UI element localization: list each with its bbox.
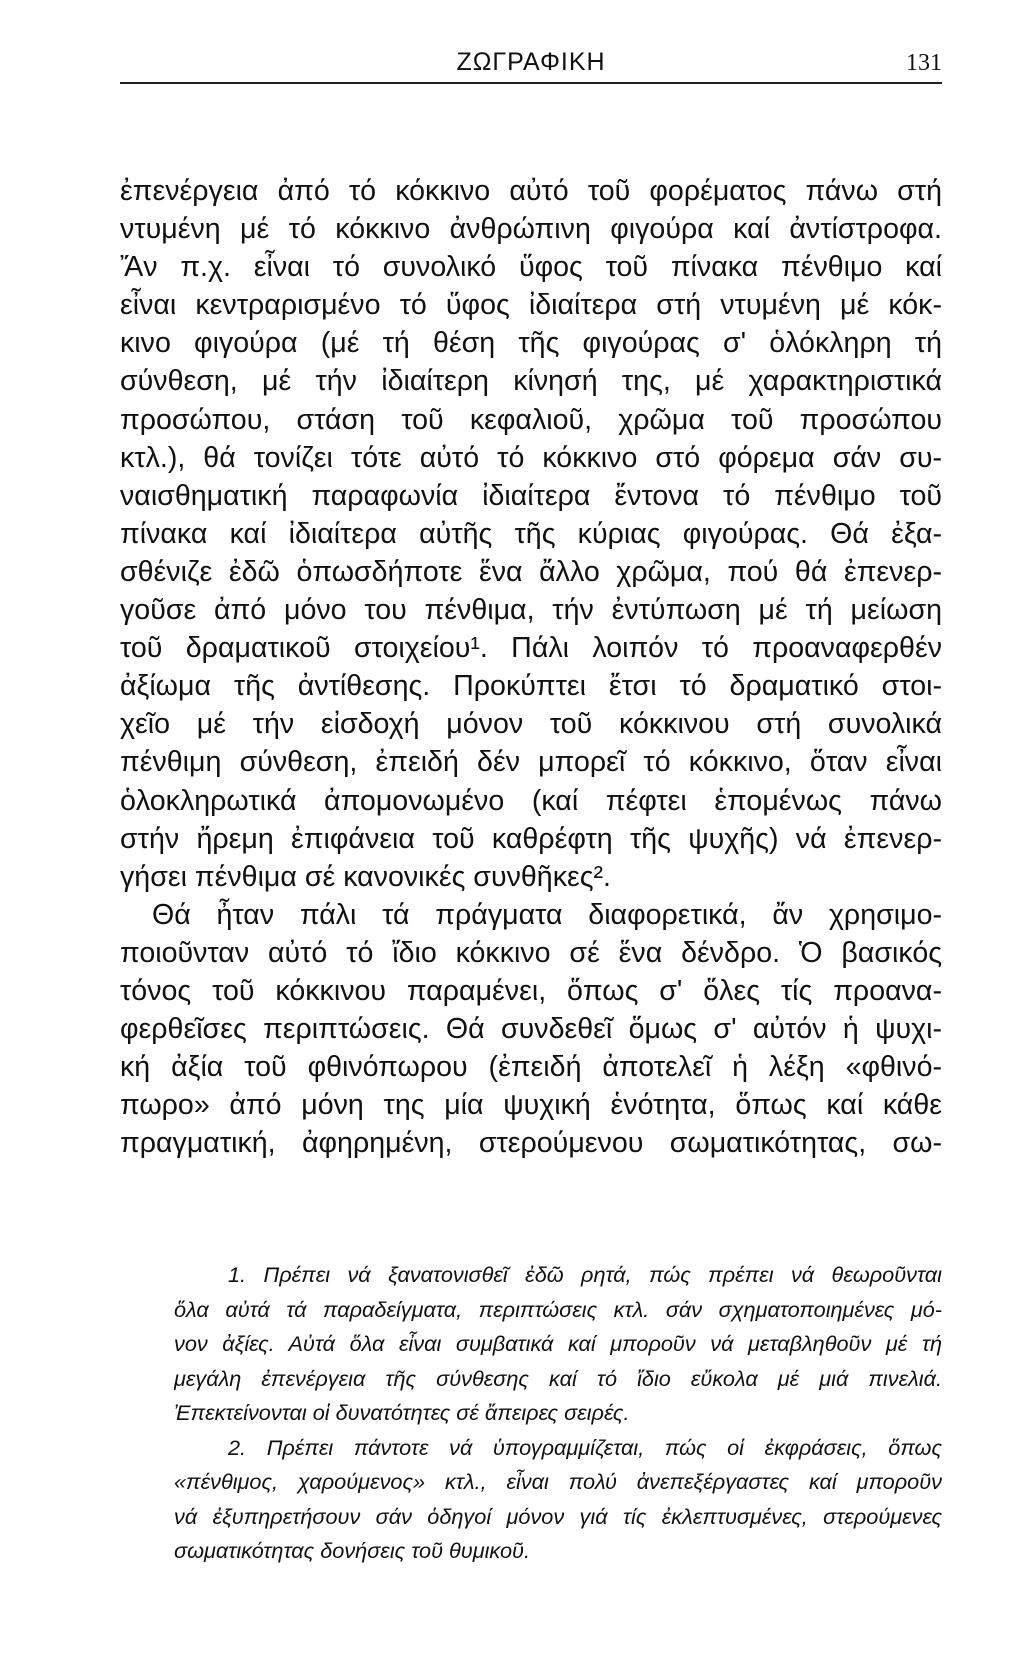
text-line: τόνος τοῦ κόκκινου παραμένει, ὅπως σ' ὅλες τίς προανα- [120, 974, 942, 1007]
footnote-line: νον ἀξίες. Αὐτά ὅλα εἶναι συμβατικά καί μποροῦν νά μεταβληθοῦν μέ τή [174, 1331, 942, 1356]
footnote-line: 1. Πρέπει νά ξανατονισθεῖ ἐδῶ ρητά, πώς πρέπει νά θεωροῦνται [228, 1262, 942, 1287]
text-line: προσώπου, στάση τοῦ κεφαλιοῦ, χρῶμα τοῦ προσώπου [120, 403, 942, 436]
text-line: γοῦσε ἀπό μόνο του πένθιμα, τήν ἐντύπωση μέ τή μείωση [120, 594, 942, 627]
footnote-line: Ἐπεκτείνονται οἱ δυνατότητες σέ ἄπειρες σειρές. [174, 1400, 630, 1425]
text-line: γήσει πένθιμα σέ κανονικές συνθῆκες². [120, 860, 611, 893]
text-line: κινο φιγούρα (μέ τή θέση τῆς φιγούρας σ' ὁλόκληρη τή [120, 327, 942, 360]
text-line: ὁλοκληρωτικά ἀπομονωμένο (καί πέφτει ἑπομένως πάνω [120, 784, 942, 817]
text-line: πωρο» ἀπό μόνη της μία ψυχική ἑνότητα, ὅπως καί κάθε [120, 1089, 942, 1122]
footnote-line: ὅλα αὐτά τά παραδείγματα, περιπτώσεις κτλ. σάν σχηματοποιημένες μό- [174, 1296, 942, 1322]
text-line: πραγματική, ἀφηρημένη, στερούμενου σωματικότητας, σω- [120, 1127, 942, 1160]
text-line: εἶναι κεντραρισμένο τό ὕφος ἰδιαίτερα στή ντυμένη μέ κόκ- [120, 289, 942, 322]
text-line: κή ἀξία τοῦ φθινόπωρου (ἐπειδή ἀποτελεῖ ἡ λέξη «φθινό- [120, 1051, 942, 1084]
text-line: τοῦ δραματικοῦ στοιχείου¹. Πάλι λοιπόν τό προαναφερθέν [120, 632, 942, 665]
text-line: πένθιμη σύνθεση, ἐπειδή δέν μπορεῖ τό κόκκινο, ὅταν εἶναι [120, 746, 942, 779]
text-line: κτλ.), θά τονίζει τότε αὐτό τό κόκκινο στό φόρεμα σάν συ- [120, 441, 942, 474]
text-line: ποιοῦνταν αὐτό τό ἴδιο κόκκινο σέ ἕνα δένδρο. Ὁ βασικός [120, 936, 942, 969]
footnote-line: 2. Πρέπει πάντοτε νά ὑπογραμμίζεται, πώς οἱ ἐκφράσεις, ὅπως [228, 1434, 942, 1460]
text-line: Ἄν π.χ. εἶναι τό συνολικό ὕφος τοῦ πίνακα πένθιμο καί [120, 251, 942, 284]
footnote-line: «πένθιμος, χαρούμενος» κτλ., εἶναι πολύ ἀνεπεξέργαστες καί μποροῦν [174, 1469, 942, 1494]
running-title: ΖΩΓΡΑΦΙΚΗ [456, 48, 606, 76]
running-header [120, 46, 942, 84]
text-line: ναισθηματική παραφωνία ἰδιαίτερα ἔντονα τό πένθιμο τοῦ [120, 479, 942, 512]
text-line: ἐπενέργεια ἀπό τό κόκκινο αὐτό τοῦ φορέματος πάνω στή [120, 175, 942, 207]
footnote-line: νά ἐξυπηρετήσουν σάν ὁδηγοί μόνον γιά τίς ἐκλεπτυσμένες, στερούμενες [174, 1503, 942, 1529]
text-line: σύνθεση, μέ τήν ἰδιαίτερη κίνησή της, μέ χαρακτηριστικά [120, 365, 942, 398]
page-number: 131 [906, 50, 942, 76]
footnote-line: σωματικότητας δονήσεις τοῦ θυμικοῦ. [174, 1538, 531, 1563]
text-line: χεῖο μέ τήν εἰσδοχή μόνον τοῦ κόκκινου στή συνολικά [120, 708, 942, 741]
text-line: φερθεῖσες περιπτώσεις. Θά συνδεθεῖ ὅμως σ' αὐτόν ἡ ψυχι- [120, 1013, 942, 1046]
text-line: ἀξίωμα τῆς ἀντίθεσης. Προκύπτει ἔτσι τό δραματικό στοι- [120, 670, 942, 703]
text-line: Θά ἦταν πάλι τά πράγματα διαφορετικά, ἄν χρησιμο- [152, 898, 942, 931]
text-line: στήν ἤρεμη ἐπιφάνεια τοῦ καθρέφτη τῆς ψυχῆς) νά ἐπενερ- [120, 822, 942, 855]
text-line: ντυμένη μέ τό κόκκινο ἀνθρώπινη φιγούρα καί ἀντίστροφα. [120, 213, 942, 246]
text-line: σθένιζε ἐδῶ ὁπωσδήποτε ἕνα ἄλλο χρῶμα, πού θά ἐπενερ- [120, 555, 942, 588]
footnotes [174, 1258, 942, 1569]
body-text [120, 172, 942, 1162]
text-line: πίνακα καί ἰδιαίτερα αὐτῆς τῆς κύριας φιγούρας. Θά ἐξα- [120, 517, 942, 550]
footnote-line: μεγάλη ἐπενέργεια τῆς σύνθεσης καί τό ἴδιο εὔκολα μέ μιά πινελιά. [174, 1365, 942, 1391]
